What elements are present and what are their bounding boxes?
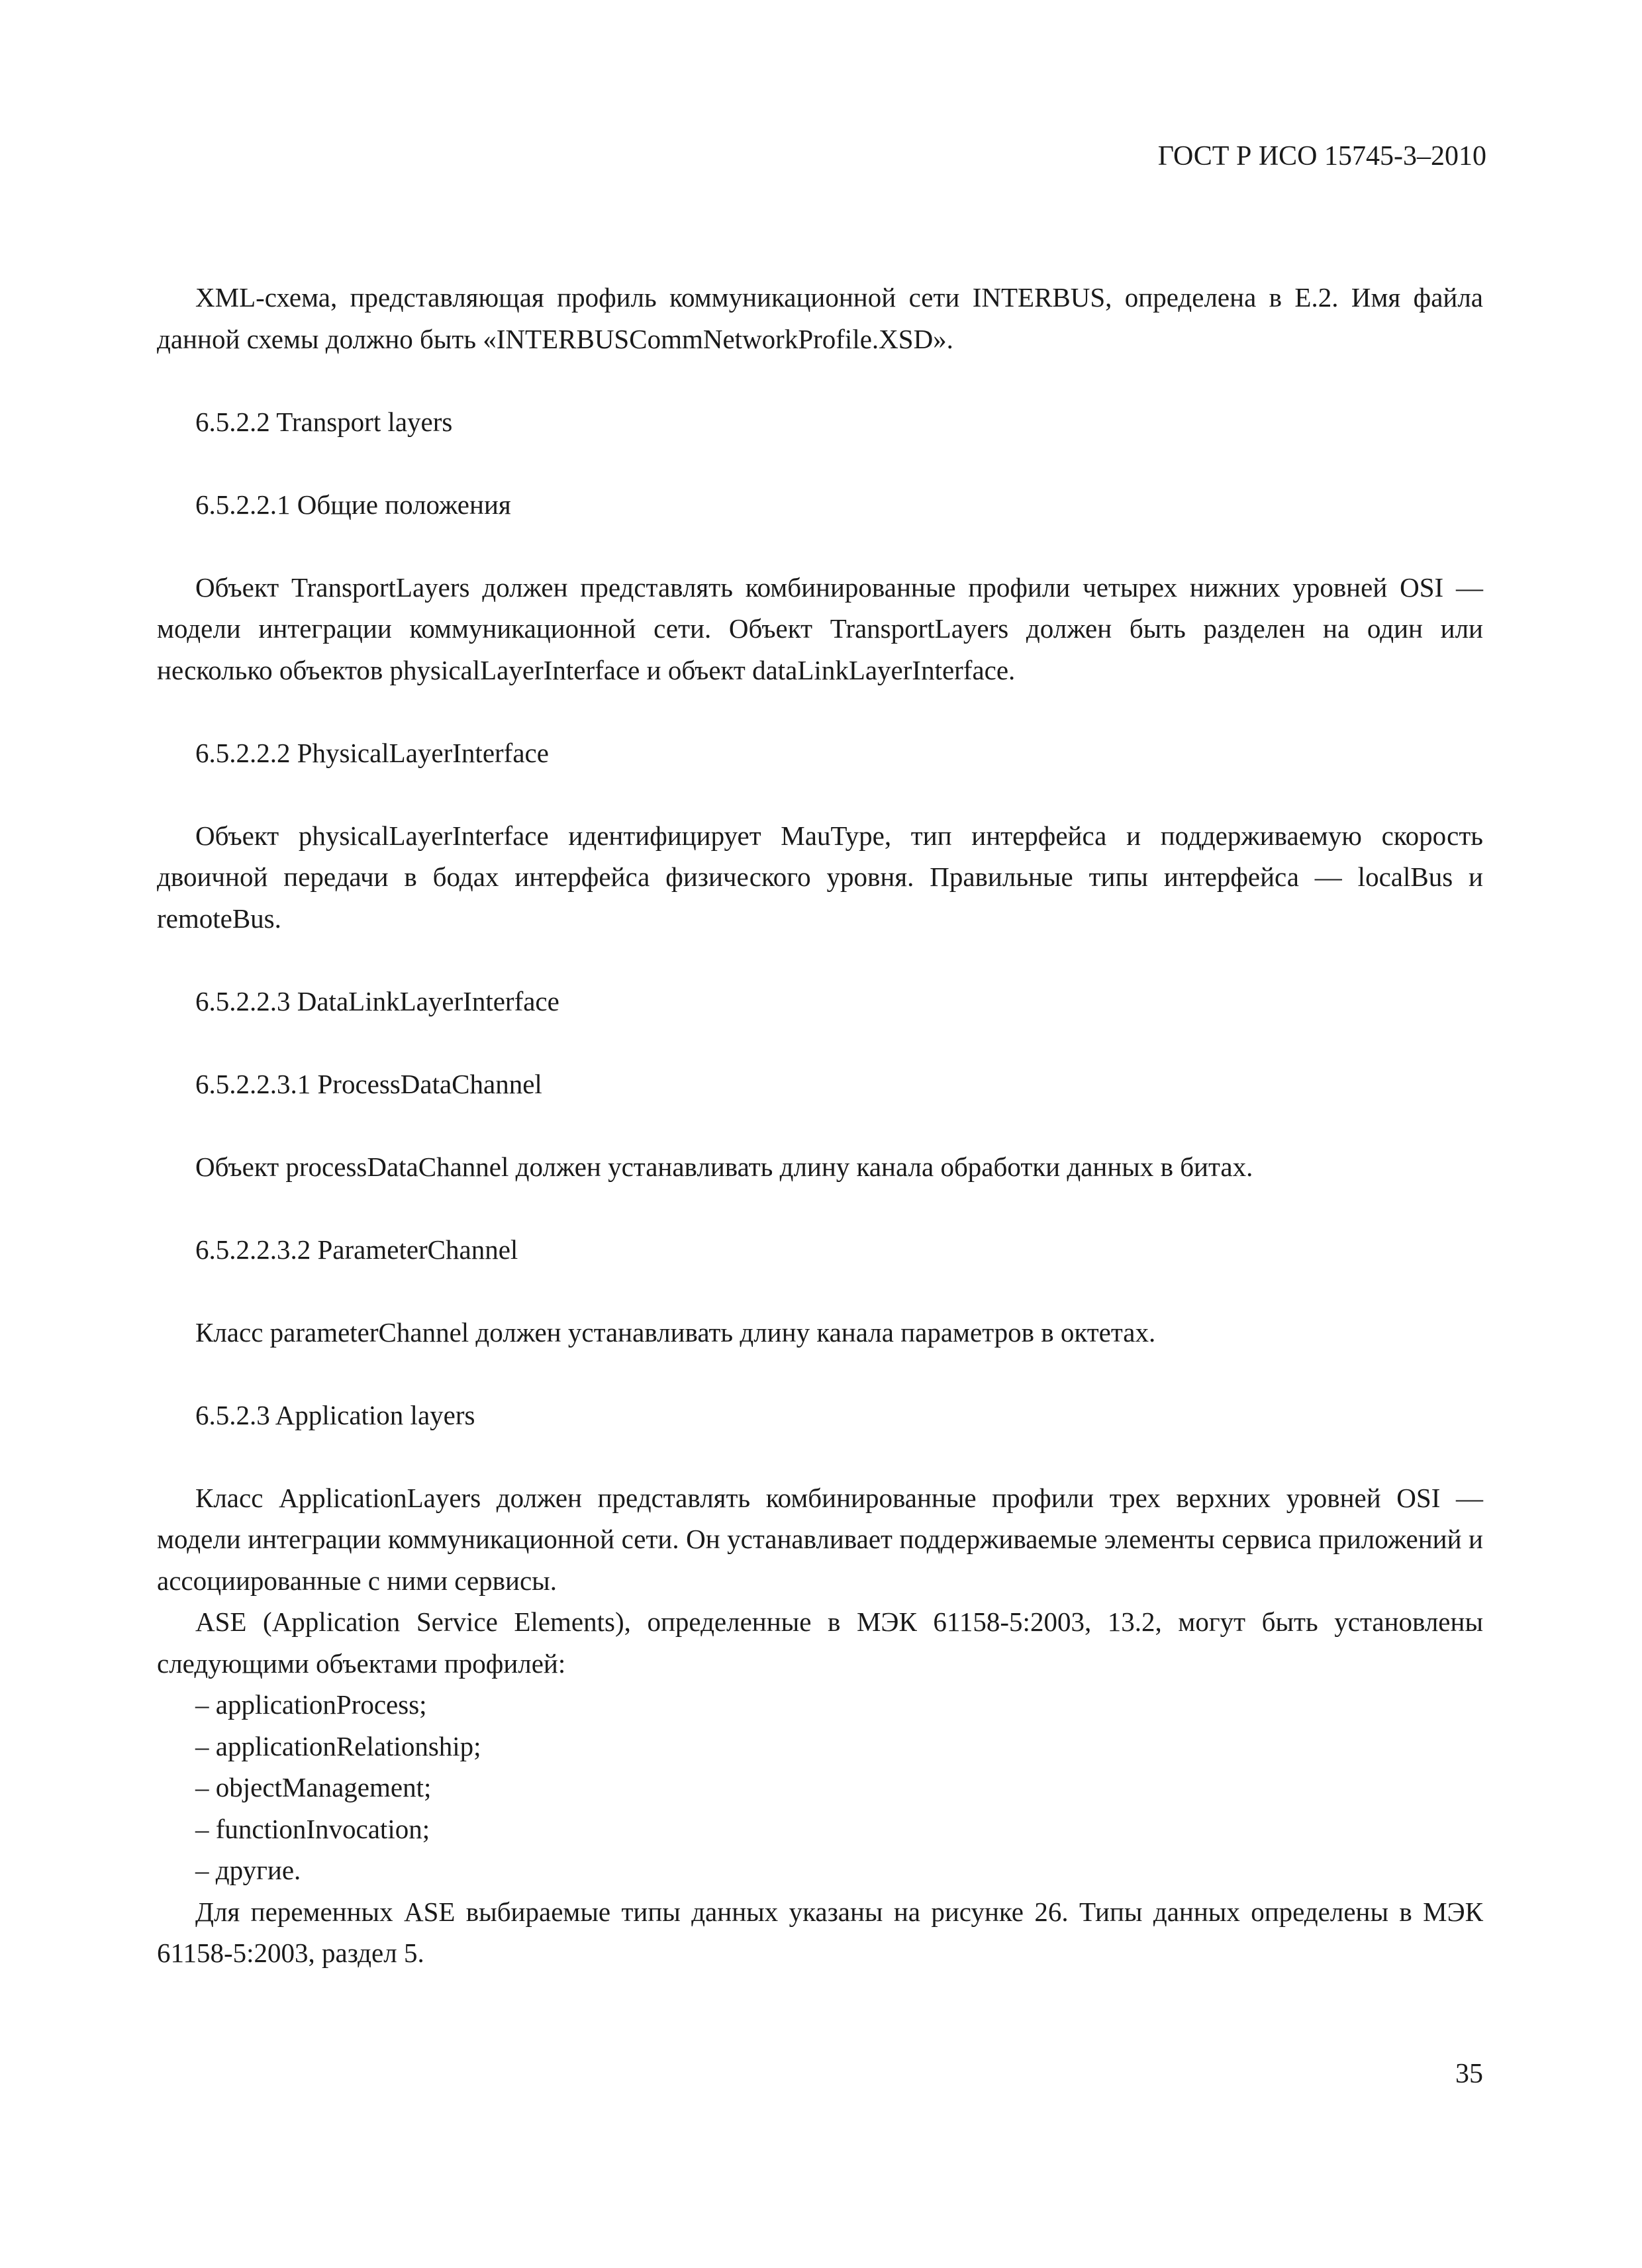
list-item: – applicationRelationship;	[195, 1730, 481, 1761]
paragraph-process-data-channel: Объект processDataChannel должен устанавливать длину канала обработки данных в битах.	[195, 1151, 1253, 1182]
paragraph-physical-layer-interface: Объект physicalLayerInterface идентифицирует MauType, тип интерфейса и поддерживаемую скорость двоичной передачи в бодах интерфейса физического уровня. Правильные типы интерфейса — localBus и remoteBus.	[157, 820, 1483, 934]
heading-process-data-channel: 6.5.2.2.3.1 ProcessDataChannel	[195, 1068, 542, 1099]
list-item: – applicationProcess;	[195, 1689, 427, 1720]
page-content	[157, 277, 1483, 1974]
list-item: – functionInvocation;	[195, 1813, 430, 1844]
heading-general-provisions: 6.5.2.2.1 Общие положения	[195, 489, 511, 520]
heading-application-layers: 6.5.2.3 Application layers	[195, 1399, 475, 1430]
page-number: 35	[1455, 2059, 1483, 2089]
list-item: – другие.	[195, 1855, 301, 1885]
document-id-header: ГОСТ Р ИСО 15745-3–2010	[1157, 141, 1486, 172]
paragraph-xml-schema: XML-схема, представляющая профиль коммуникационной сети INTERBUS, определена в E.2. Имя файла данной схемы должно быть «INTERBUSCommNetworkProfile.XSD».	[157, 282, 1483, 354]
heading-physical-layer-interface: 6.5.2.2.2 PhysicalLayerInterface	[195, 737, 549, 768]
heading-parameter-channel: 6.5.2.2.3.2 ParameterChannel	[195, 1234, 518, 1265]
heading-transport-layers: 6.5.2.2 Transport layers	[195, 406, 453, 437]
list-item: – objectManagement;	[195, 1772, 432, 1802]
heading-data-link-layer-interface: 6.5.2.2.3 DataLinkLayerInterface	[195, 985, 559, 1016]
paragraph-application-layers: Класс ApplicationLayers должен представлять комбинированные профили трех верхних уровней OSI — модели интеграции коммуникационной сети. Он устанавливает поддерживаемые элементы сервиса приложений и ассоциированные с ними сервисы.	[157, 1482, 1483, 1596]
paragraph-transport-layers: Объект TransportLayers должен представлять комбинированные профили четырех нижних уровней OSI — модели интеграции коммуникационной сети. Объект TransportLayers должен быть разделен на один или несколько объектов physicalLayerInterface и объект dataLinkLayerInterface.	[157, 571, 1484, 685]
paragraph-parameter-channel: Класс parameterChannel должен устанавливать длину канала параметров в октетах.	[195, 1316, 1156, 1348]
paragraph-data-types: Для переменных ASE выбираемые типы данных указаны на рисунке 26. Типы данных определены в МЭК 61158-5:2003, раздел 5.	[157, 1896, 1483, 1968]
paragraph-ase: ASE (Application Service Elements), определенные в МЭК 61158-5:2003, 13.2, могут быть установлены следующими объектами профилей:	[157, 1606, 1483, 1679]
